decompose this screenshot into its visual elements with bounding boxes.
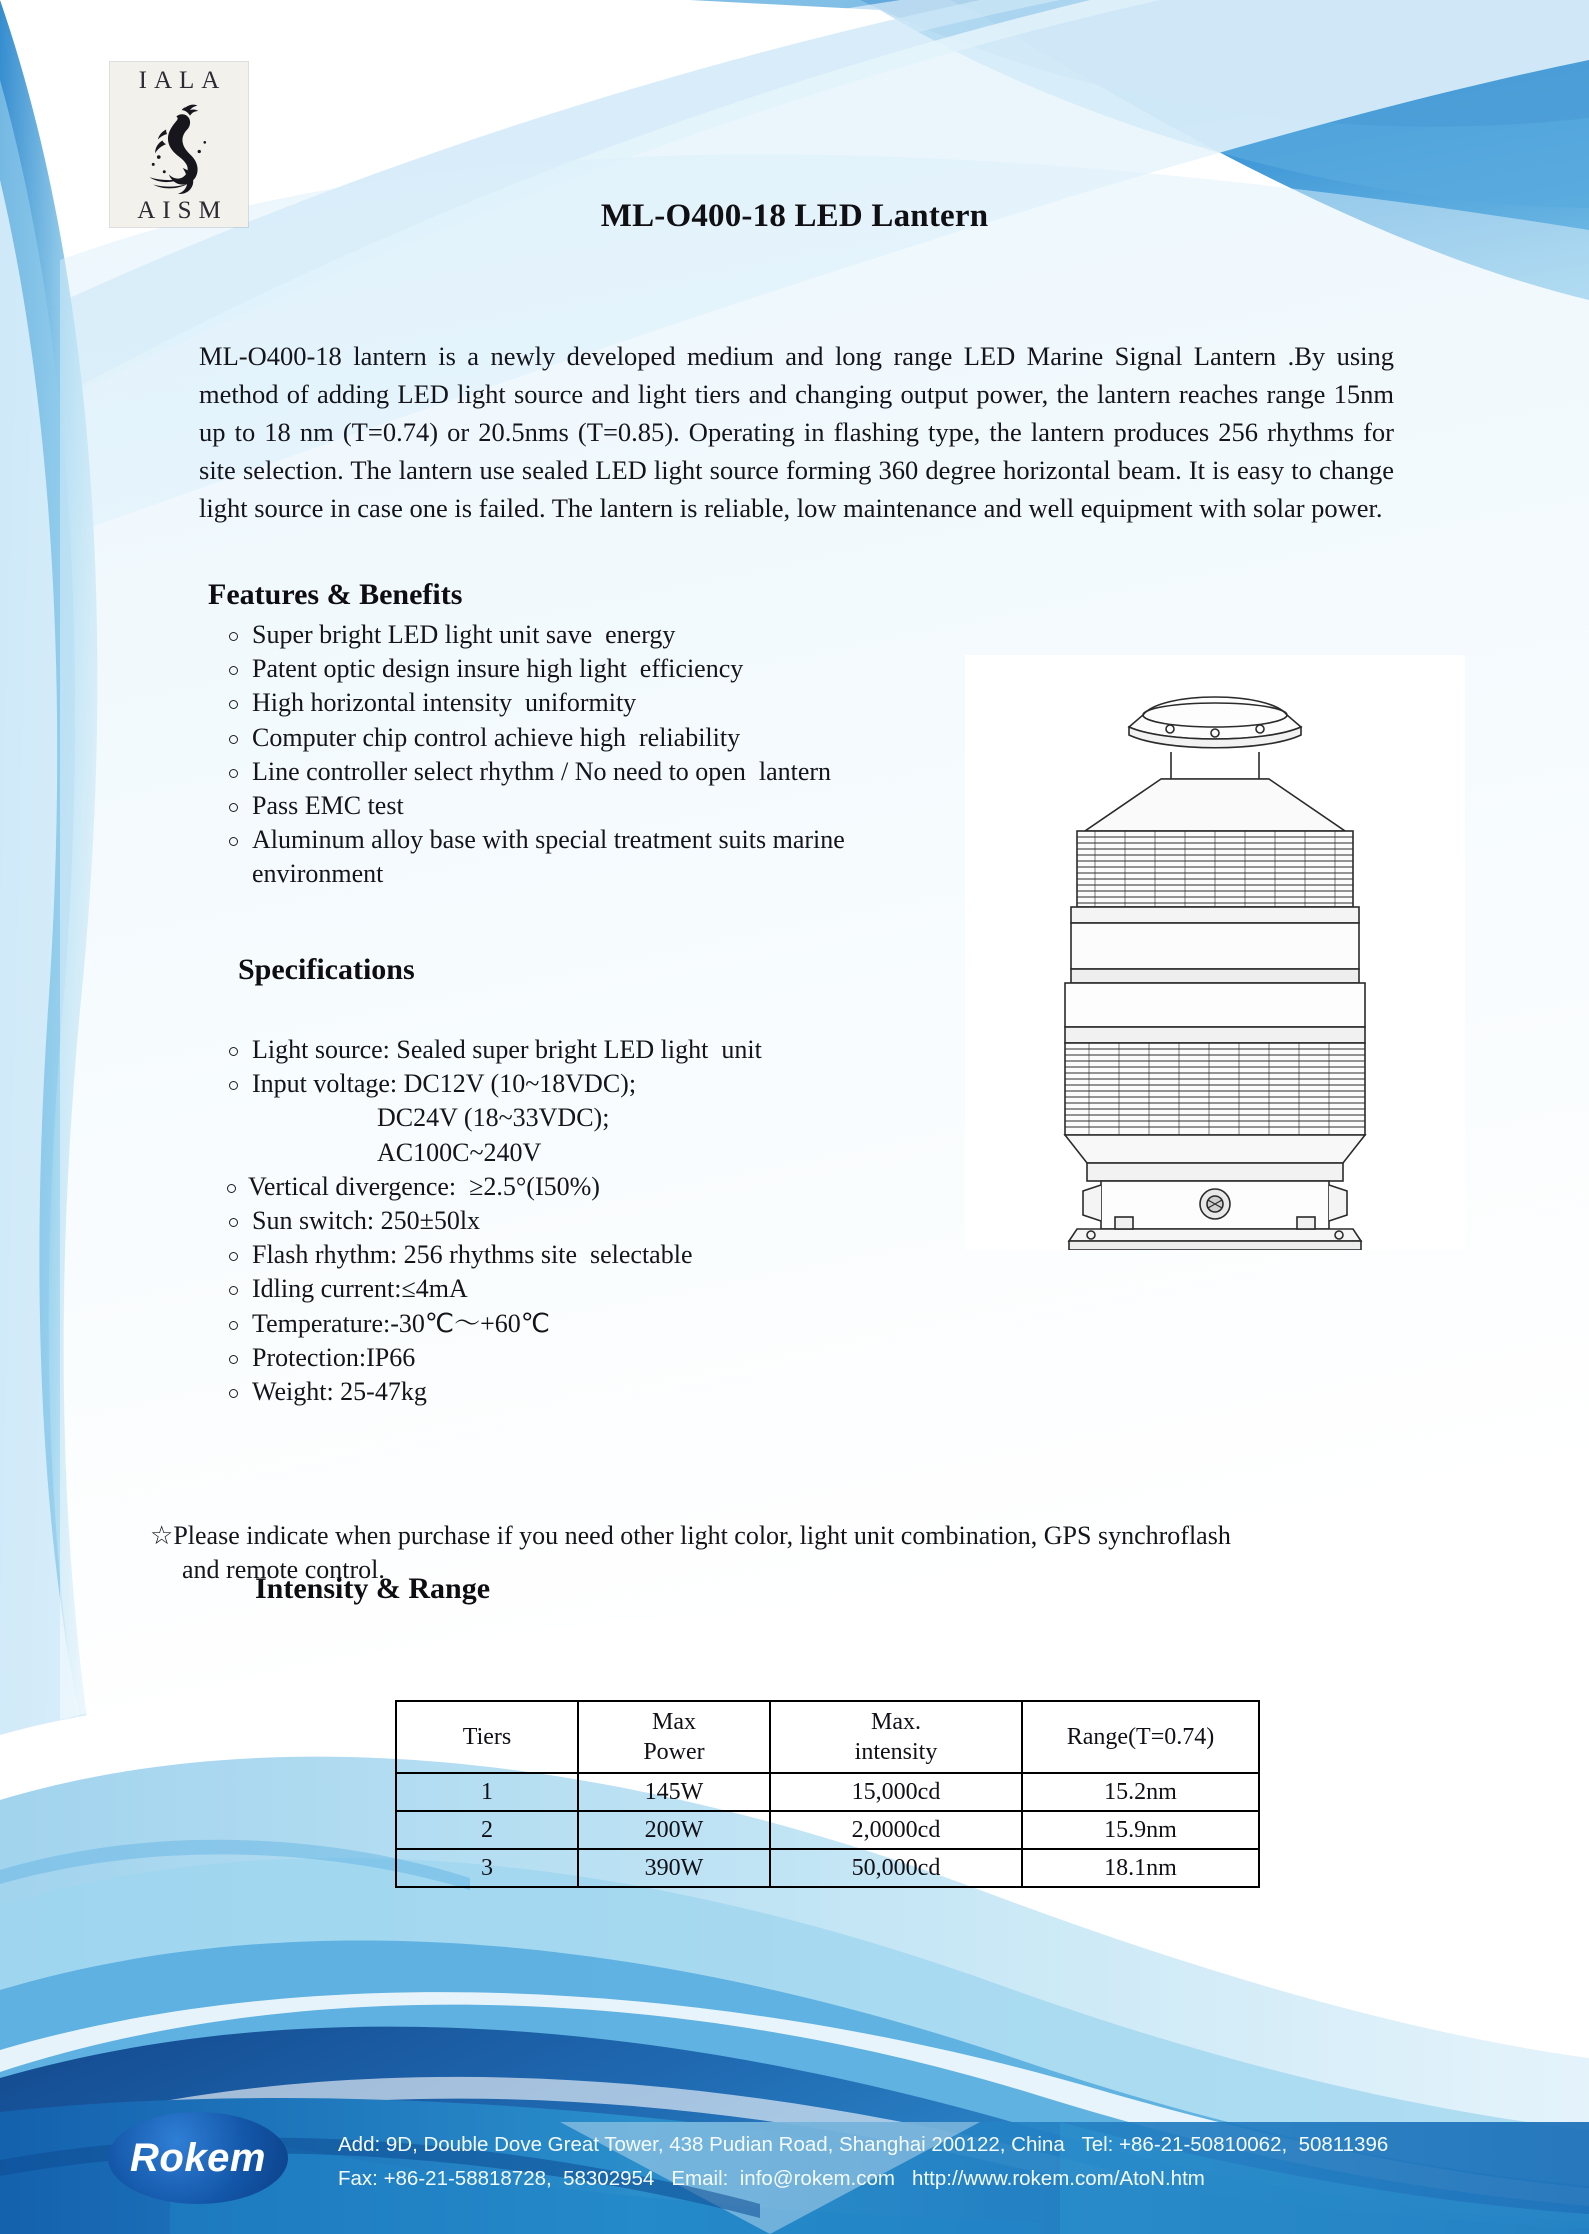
cell-tiers: 2	[396, 1811, 578, 1849]
cell-range: 15.2nm	[1022, 1773, 1259, 1811]
logo-bottom-text: AISM	[137, 197, 228, 224]
column-header-range: Range(T=0.74)	[1022, 1701, 1259, 1773]
column-header-max-power: Max Power	[578, 1701, 770, 1773]
star-icon: ☆	[150, 1521, 174, 1550]
rokem-logo	[108, 2112, 288, 2204]
purchase-note-line-1: Please indicate when purchase if you need other light color, light unit combination, GPS synchroflash	[173, 1521, 1231, 1550]
list-item: Protection:IP66	[222, 1341, 922, 1375]
footer-contact-line: Fax: +86-21-58818728, 58302954 Email: info@rokem.com http://www.rokem.com/AtoN.htm	[338, 2167, 1205, 2190]
cell-max-power: 390W	[578, 1849, 770, 1887]
column-header-max-intensity: Max. intensity	[770, 1701, 1022, 1773]
table-row	[396, 1849, 1259, 1887]
cell-max-intensity: 15,000cd	[770, 1773, 1022, 1811]
table-row	[396, 1811, 1259, 1849]
intro-paragraph: ML-O400-18 lantern is a newly developed medium and long range LED Marine Signal Lantern .By using method of adding LED light source and light tiers and changing output power, the lantern reaches range 15nm up to 18 nm (T=0.74) or 20.5nms (T=0.85). Operating in flashing type, the lantern produces 256 rhythms for site selection. The lantern use sealed LED light source forming 360 degree horizontal beam. It is easy to change light source in case one is failed. The lantern is reliable, low maintenance and well equipment with solar power.	[199, 340, 1394, 523]
table-row	[396, 1773, 1259, 1811]
cell-max-power: 200W	[578, 1811, 770, 1849]
cell-max-intensity: 2,0000cd	[770, 1811, 1022, 1849]
cell-range: 15.9nm	[1022, 1811, 1259, 1849]
rokem-logo-text: Rokem	[130, 2135, 266, 2180]
list-item: Vertical divergence: ≥2.5°(I50%)	[222, 1170, 922, 1204]
footer-contact-info	[338, 2128, 1518, 2196]
cell-range: 18.1nm	[1022, 1849, 1259, 1887]
list-item: Flash rhythm: 256 rhythms site selectable	[222, 1238, 922, 1272]
list-item-continuation: environment	[252, 859, 384, 889]
list-item: Input voltage: DC12V (10~18VDC);	[222, 1067, 922, 1101]
intensity-range-table	[395, 1700, 1260, 1888]
cell-tiers: 1	[396, 1773, 578, 1811]
list-item: High horizontal intensity uniformity	[222, 686, 922, 720]
list-item: Super bright LED light unit save energy	[222, 618, 922, 652]
list-item: Aluminum alloy base with special treatment suits marine	[222, 823, 922, 857]
logo-top-text: IALA	[138, 67, 227, 94]
list-item: Pass EMC test	[222, 789, 922, 823]
cell-max-power: 145W	[578, 1773, 770, 1811]
list-item: Temperature:-30℃～+60℃	[222, 1307, 922, 1341]
column-header-tiers: Tiers	[396, 1701, 578, 1773]
purchase-note-line-2: and remote control.	[182, 1555, 385, 1584]
list-item: Computer chip control achieve high reliability	[222, 721, 922, 755]
features-heading: Features & Benefits	[208, 578, 463, 611]
input-voltage-line-2: DC24V (18~33VDC);	[377, 1103, 610, 1133]
input-voltage-line-3: AC100C~240V	[377, 1137, 542, 1167]
list-item: Weight: 25-47kg	[222, 1375, 922, 1409]
list-item: Light source: Sealed super bright LED light unit	[222, 1033, 922, 1067]
list-item: Line controller select rhythm / No need to open lantern	[222, 755, 922, 789]
footer-address-line: Add: 9D, Double Dove Great Tower, 438 Pudian Road, Shanghai 200122, China Tel: +86-21-50810062, 50811396	[338, 2133, 1389, 2156]
cell-max-intensity: 50,000cd	[770, 1849, 1022, 1887]
intensity-range-heading: Intensity & Range	[255, 1572, 491, 1605]
cell-tiers: 3	[396, 1849, 578, 1887]
list-item: Sun switch: 250±50lx	[222, 1204, 922, 1238]
list-item: Patent optic design insure high light efficiency	[222, 652, 922, 686]
product-photo	[965, 655, 1465, 1250]
specifications-list	[222, 1033, 922, 1409]
iala-mermaid-emblem	[133, 98, 225, 194]
page-title: ML-O400-18 LED Lantern	[600, 198, 989, 234]
list-item: Idling current:≤4mA	[222, 1272, 922, 1306]
specifications-heading: Specifications	[238, 953, 415, 986]
table-header-row	[396, 1701, 1259, 1773]
features-list	[222, 618, 922, 892]
